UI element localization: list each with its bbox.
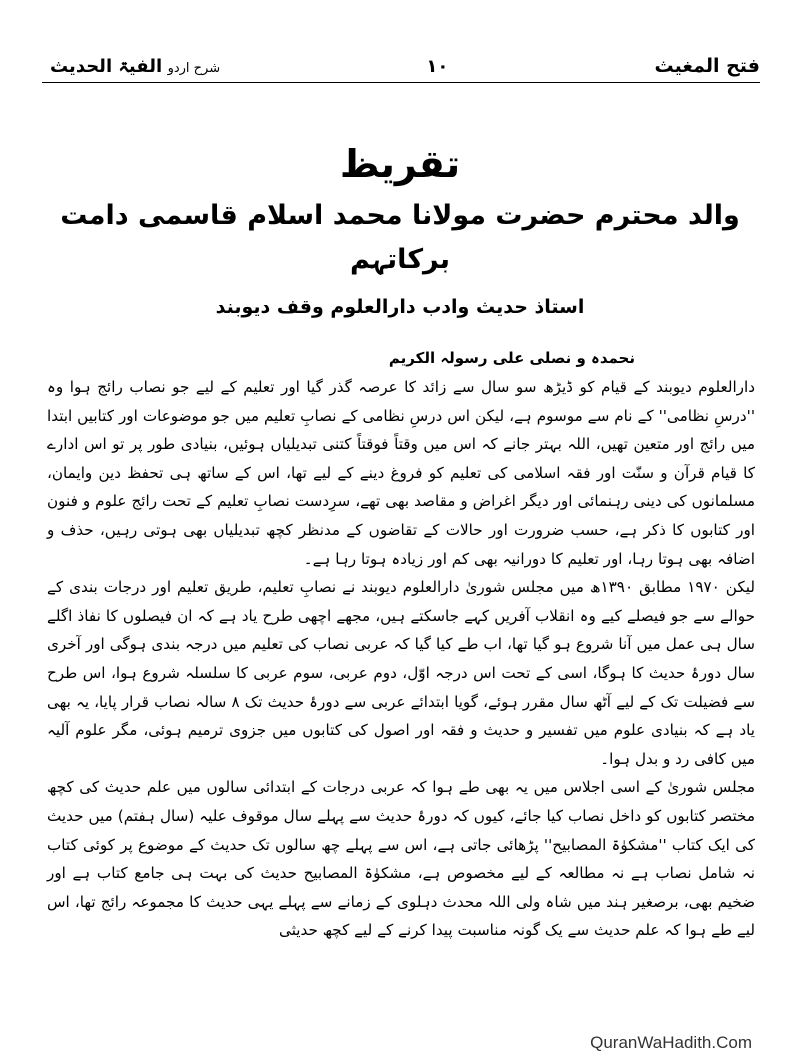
commentary-label: شرح اردو [167,60,221,76]
header-divider [42,82,760,83]
author-affiliation: استاذ حدیث وادب دارالعلوم وقف دیوبند [215,296,585,318]
body-text [47,345,755,945]
paragraph: مجلس شوریٰ کے اسی اجلاس میں یہ بھی طے ہوا کہ عربی درجات کے ابتدائی سالوں میں علم حدیث کی کچھ مختصر کتابوں کو داخل نصاب کیا جائے، کیوں کہ دورۂ حدیث سے پہلے سال موقوف علیہ (سال ہفتم) میں حدیث کی ایک کتاب ''مشکوٰۃ المصابیح'' پڑھائی جاتی ہے، اس سے پہلے چھ سالوں تک حدیث کے موضوع پر کوئی کتاب نہ شامل نصاب ہے نہ مطالعہ کے لیے مخصوص ہے، مشکوٰۃ المصابیح حدیث کی بہت ہی جامع کتاب ہے اور ضخیم بھی، برصغیر ہند میں شاہ ولی اللہ محدث دہلوی کے زمانے سے پہلے یہی حدیث کا مجموعہ رائج تھا، اس لیے طے ہوا کہ علم حدیث سے یک گونہ مناسبت پیدا کرنے کے لیے کچھ حدیثی [47,778,755,940]
site-watermark: QuranWaHadith.Com [590,1033,752,1052]
paragraph: لیکن ۱۹۷۰ مطابق ۱۳۹۰ھ میں مجلس شوریٰ دارالعلوم دیوبند نے نصابِ تعلیم، طریق تعلیم اور درجات بندی کے حوالے سے جو فیصلے کیے وہ انقلاب آفریں کہے جاسکتے ہیں، مجھے اچھی طرح یاد ہے کہ ان فیصلوں کا نفاذ اگلے سال ہی عمل میں آنا شروع ہو گیا تھا، اب طے کیا گیا کہ عربی نصاب کی تعلیم میں درجہ بندی ہوگی اور آخری سال دورۂ حدیث کا ہوگا، اسی کے تحت اس درجہ اوّل، دوم عربی، سوم عربی کا سلسلہ شروع ہوا، اس طرح سے فضیلت تک کے لیے آٹھ سال مقرر ہوئے، گویا ابتدائے عربی سے دورۂ حدیث تک ۸ سالہ نصاب قرار پایا، یہ بھی یاد ہے کہ بنیادی علوم میں تفسیر و حدیث و فقہ اور اصول کی کتابوں میں جزوی ترمیم ہوئی، مگر علوم آلیہ میں کافی رد و بدل ہوا۔ [47,578,756,768]
paragraph: دارالعلوم دیوبند کے قیام کو ڈیڑھ سو سال سے زائد کا عرصہ گذر گیا اور تعلیم کے لیے جو نصاب رائج ہوا وہ ''درسِ نظامی'' کے نام سے موسوم ہے، لیکن اس درسِ نظامی کے نصابِ تعلیم میں جو موضوعات اور کتابیں ابتدا میں رائج اور متعین تھیں، اللہ بہتر جانے کہ اس میں وقتاً فوقتاً کتنی تبدیلیاں ہوئیں، بنیادی طور پر تو اس ادارے کا قیام قرآن و سنّت اور فقہ اسلامی کی تعلیم کو فروغ دینے کے لیے تھا، اس کے ساتھ ہی تحفظ دین وایمان، مسلمانوں کی دینی رہنمائی اور دیگر اغراض و مقاصد بھی تھے، سرِدست نصابِ تعلیم کے تحت رائج علوم و فنون اور کتابوں کا ذکر ہے، حسب ضرورت اور حالات کے تقاضوں کے مدنظر کچھ تبدیلیاں بھی ہوتی رہیں، حذف و اضافہ بھی ہوتا رہا، اور تعلیم کا دورانیہ بھی کم اور زیادہ ہوتا رہا ہے۔ [47,378,755,568]
book-title: فتح المغیث [654,55,760,77]
page-number: ۱۰ [426,55,449,77]
running-header [50,52,760,80]
commentary-title [50,56,220,77]
page-title: تقریظ [339,142,461,186]
title-block [40,140,760,324]
commentary-book: الفیۃ الحدیث [50,55,163,77]
author-line: والد محترم حضرت مولانا محمد اسلام قاسمی دامت برکاتہم [60,200,740,275]
salutation: نحمدہ و نصلی علی رسولہ الکریم [388,349,635,367]
